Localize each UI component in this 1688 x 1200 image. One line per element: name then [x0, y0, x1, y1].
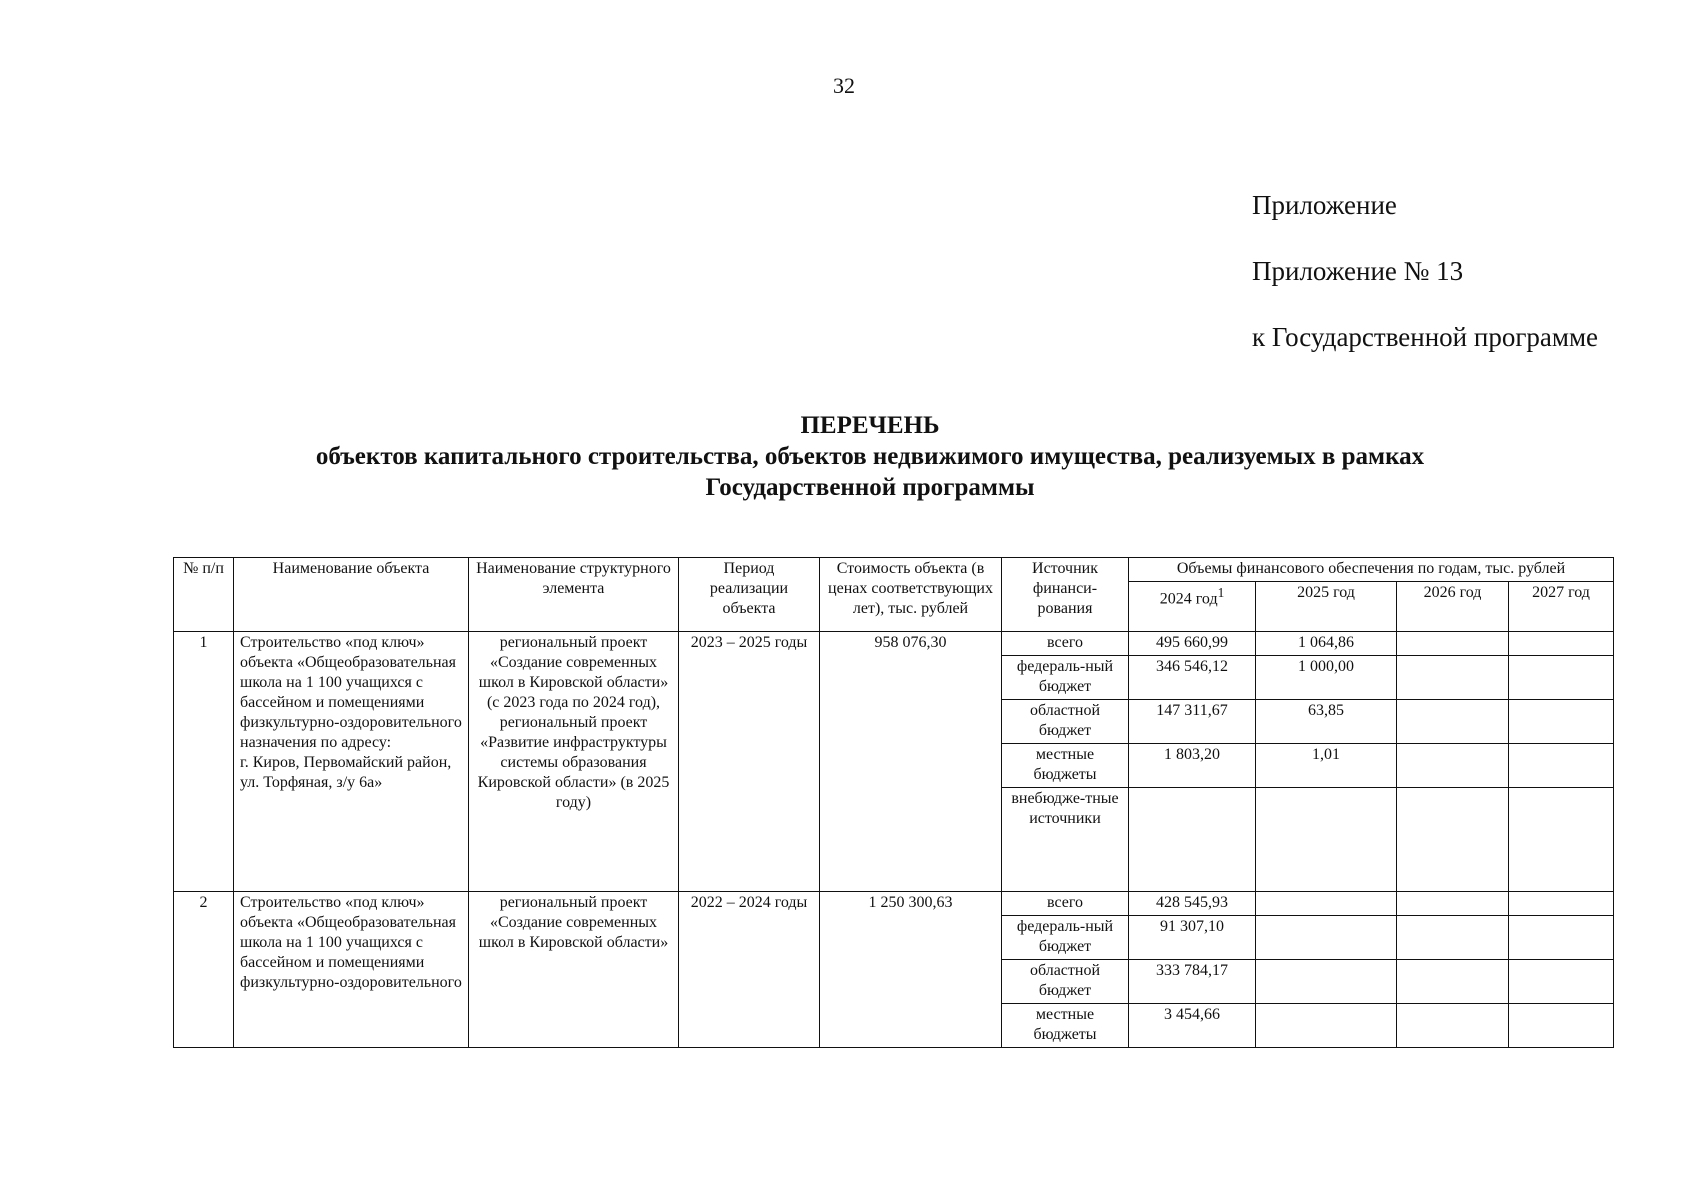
value-2026	[1397, 788, 1509, 892]
row-structural-element: региональный проект «Создание современных школ в Кировской области» (с 2023 года по 2024 год), региональный проект «Развитие инфраструктуры системы образования Кировской области» (в 2025 году)	[469, 632, 679, 892]
row-cost: 958 076,30	[820, 632, 1002, 892]
header-year-2024	[1129, 582, 1256, 632]
appendix-block	[1252, 172, 1598, 370]
value-2025: 1,01	[1256, 744, 1397, 788]
source-label: областной бюджет	[1002, 700, 1129, 744]
value-2025	[1256, 892, 1397, 916]
value-2027	[1509, 632, 1614, 656]
header-number: № п/п	[174, 558, 234, 632]
value-2024	[1129, 788, 1256, 892]
value-2027	[1509, 788, 1614, 892]
row-period: 2023 – 2025 годы	[679, 632, 820, 892]
appendix-line-2: Приложение № 13	[1252, 256, 1464, 286]
value-2025	[1256, 960, 1397, 1004]
capital-objects-table	[173, 557, 1614, 1048]
row-cost: 1 250 300,63	[820, 892, 1002, 1048]
source-label: всего	[1002, 632, 1129, 656]
document-title	[220, 410, 1520, 503]
row-structural-element: региональный проект «Создание современных школ в Кировской области»	[469, 892, 679, 1048]
value-2026	[1397, 1004, 1509, 1048]
value-2027	[1509, 960, 1614, 1004]
source-label: местные бюджеты	[1002, 744, 1129, 788]
appendix-line-1: Приложение	[1252, 190, 1397, 220]
value-2026	[1397, 700, 1509, 744]
value-2027	[1509, 744, 1614, 788]
row-number: 1	[174, 632, 234, 892]
source-label: местные бюджеты	[1002, 1004, 1129, 1048]
header-year-2024-label: 2024 год	[1159, 590, 1218, 608]
header-object-name: Наименование объекта	[234, 558, 469, 632]
title-main: ПЕРЕЧЕНЬ	[800, 412, 940, 439]
header-year-2024-footnote: 1	[1217, 585, 1225, 600]
row-period: 2022 – 2024 годы	[679, 892, 820, 1048]
value-2026	[1397, 892, 1509, 916]
header-cost: Стоимость объекта (в ценах соответствующих лет), тыс. рублей	[820, 558, 1002, 632]
header-structural-element: Наименование структурного элемента	[469, 558, 679, 632]
value-2024: 1 803,20	[1129, 744, 1256, 788]
value-2025	[1256, 1004, 1397, 1048]
row-object-name: Строительство «под ключ» объекта «Общеобразовательная школа на 1 100 учащихся с бассейном и помещениями физкультурно-оздоровительного	[234, 892, 469, 1048]
title-subtitle-2: Государственной программы	[705, 474, 1035, 501]
value-2024: 91 307,10	[1129, 916, 1256, 960]
value-2025	[1256, 788, 1397, 892]
page-number: 32	[833, 73, 855, 98]
value-2024: 3 454,66	[1129, 1004, 1256, 1048]
source-label: федераль-ный бюджет	[1002, 656, 1129, 700]
header-period: Период реализации объекта	[679, 558, 820, 632]
value-2027	[1509, 1004, 1614, 1048]
value-2025	[1256, 916, 1397, 960]
value-2024: 495 660,99	[1129, 632, 1256, 656]
header-year-2026: 2026 год	[1397, 582, 1509, 632]
value-2026	[1397, 916, 1509, 960]
row-number: 2	[174, 892, 234, 1048]
source-label: федераль-ный бюджет	[1002, 916, 1129, 960]
value-2025: 1 000,00	[1256, 656, 1397, 700]
source-label: всего	[1002, 892, 1129, 916]
value-2025: 63,85	[1256, 700, 1397, 744]
header-year-2025: 2025 год	[1256, 582, 1397, 632]
value-2024: 333 784,17	[1129, 960, 1256, 1004]
header-source: Источник финанси-рования	[1002, 558, 1129, 632]
value-2024: 147 311,67	[1129, 700, 1256, 744]
appendix-line-3: к Государственной программе	[1252, 322, 1599, 352]
value-2025: 1 064,86	[1256, 632, 1397, 656]
title-subtitle-1: объектов капитального строительства, объектов недвижимого имущества, реализуемых в рамках	[315, 443, 1425, 470]
value-2026	[1397, 656, 1509, 700]
value-2026	[1397, 632, 1509, 656]
row-object-name: Строительство «под ключ» объекта «Общеобразовательная школа на 1 100 учащихся с бассейном и помещениями физкультурно-оздоровительного назначения по адресу: г. Киров, Первомайский район, ул. Торфяная, з/у 6а»	[234, 632, 469, 892]
value-2027	[1509, 700, 1614, 744]
value-2027	[1509, 892, 1614, 916]
value-2027	[1509, 656, 1614, 700]
table-header-row	[174, 558, 1614, 582]
header-year-2027: 2027 год	[1509, 582, 1614, 632]
value-2027	[1509, 916, 1614, 960]
source-label: внебюдже-тные источники	[1002, 788, 1129, 892]
value-2026	[1397, 960, 1509, 1004]
header-funding-volumes: Объемы финансового обеспечения по годам, тыс. рублей	[1129, 558, 1614, 582]
table-row	[174, 892, 1614, 916]
value-2024: 346 546,12	[1129, 656, 1256, 700]
source-label: областной бюджет	[1002, 960, 1129, 1004]
value-2026	[1397, 744, 1509, 788]
table-row	[174, 632, 1614, 656]
value-2024: 428 545,93	[1129, 892, 1256, 916]
